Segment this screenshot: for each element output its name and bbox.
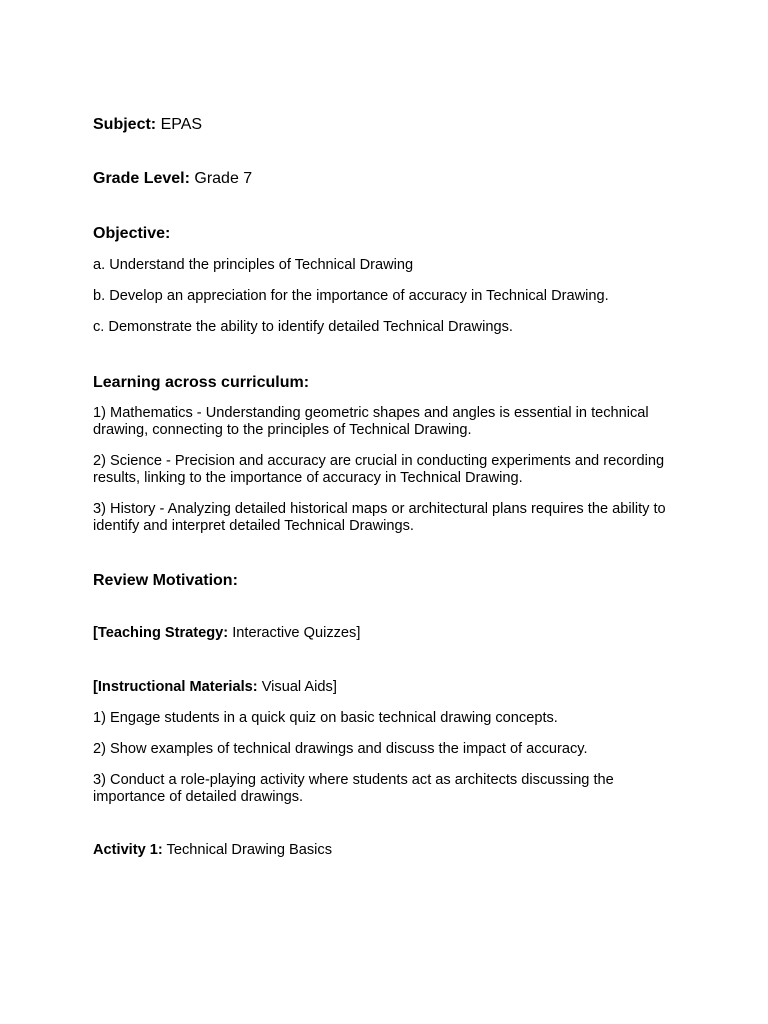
activity-1-label: Activity 1: xyxy=(93,842,163,858)
grade-level-label: Grade Level: xyxy=(93,170,190,187)
objective-item-b: b. Develop an appreciation for the importance of accuracy in Technical Drawing. xyxy=(93,288,609,304)
instructional-materials-open-bracket: [ xyxy=(93,679,98,695)
teaching-strategy-label: Teaching Strategy: xyxy=(97,625,229,641)
instructional-materials-value: Visual Aids] xyxy=(257,679,337,695)
curriculum-item-mathematics: 1) Mathematics - Understanding geometric shapes and angles is essential in technical drawing, connecting to the principles of Technical Drawing. xyxy=(93,405,649,438)
review-motivation-heading: Review Motivation: xyxy=(93,572,238,589)
instructional-materials-line xyxy=(93,679,673,696)
curriculum-item-science: 2) Science - Precision and accuracy are crucial in conducting experiments and recording results, linking to the importance of accuracy in Technical Drawing. xyxy=(93,453,665,486)
review-item-2: 2) Show examples of technical drawings and discuss the impact of accuracy. xyxy=(93,741,588,757)
learning-across-curriculum-heading: Learning across curriculum: xyxy=(93,374,310,391)
review-item-3: 3) Conduct a role-playing activity where students act as architects discussing the importance of detailed drawings. xyxy=(93,772,614,805)
objective-heading: Objective: xyxy=(93,225,171,242)
grade-level-line xyxy=(93,170,673,188)
activity-1-value: Technical Drawing Basics xyxy=(162,842,333,858)
curriculum-item-history: 3) History - Analyzing detailed historical maps or architectural plans requires the ability to identify and interpret detailed Technical Drawings. xyxy=(93,501,666,534)
teaching-strategy-value: Interactive Quizzes] xyxy=(228,625,361,641)
activity-1-line xyxy=(93,842,673,859)
subject-line xyxy=(93,116,673,134)
teaching-strategy-line xyxy=(93,625,673,642)
subject-label: Subject: xyxy=(93,116,157,133)
review-item-1: 1) Engage students in a quick quiz on basic technical drawing concepts. xyxy=(93,710,558,726)
instructional-materials-label: Instructional Materials: xyxy=(97,679,258,695)
grade-level-value: Grade 7 xyxy=(189,170,253,187)
teaching-strategy-open-bracket: [ xyxy=(93,625,98,641)
subject-value: EPAS xyxy=(156,116,203,133)
objective-item-c: c. Demonstrate the ability to identify detailed Technical Drawings. xyxy=(93,319,513,335)
objective-item-a: a. Understand the principles of Technical Drawing xyxy=(93,257,414,273)
